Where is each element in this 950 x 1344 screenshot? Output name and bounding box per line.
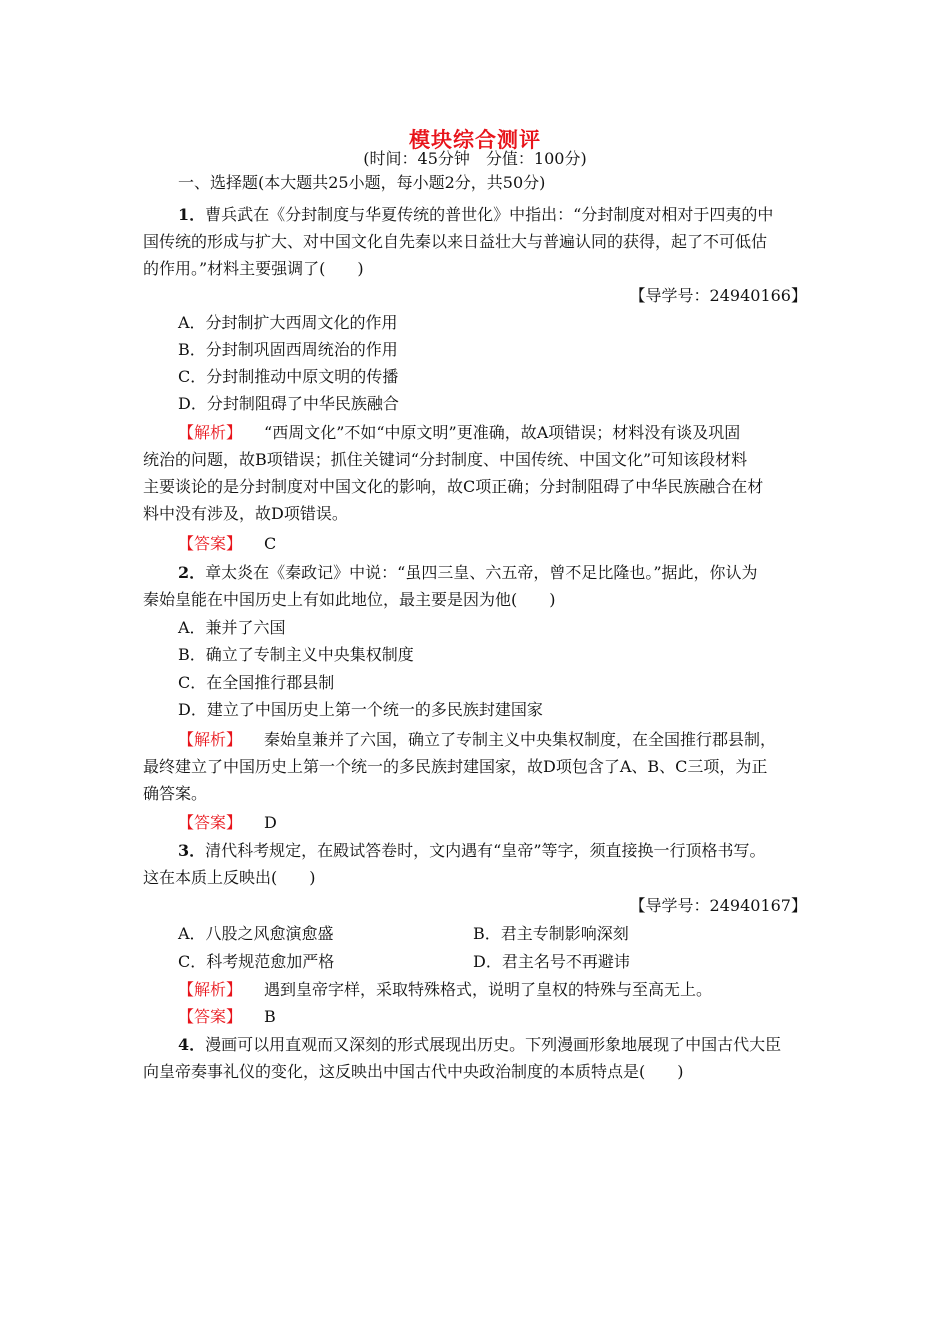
analysis-tag: 【解析】 <box>178 980 243 999</box>
page-title: 模块综合测评 <box>409 128 541 152</box>
q1-analysis-line-2: 统治的问题，故B项错误；抓住关键词“分封制度、中国传统、中国文化”可知该段材料 <box>143 450 748 469</box>
analysis-tag: 【解析】 <box>178 730 243 749</box>
q2-analysis-line-2: 最终建立了中国历史上第一个统一的多民族封建国家，故D项包含了A、B、C三项，为正 <box>143 757 768 776</box>
q2-analysis-line-1: 【解析】 秦始皇兼并了六国，确立了专制主义中央集权制度，在全国推行郡县制， <box>178 730 777 749</box>
q2-option-b: B．确立了专制主义中央集权制度 <box>178 645 414 664</box>
q3-option-d: D．君主名号不再避讳 <box>473 952 630 971</box>
q3-stem-line-1: 3．清代科考规定，在殿试答卷时，文内遇有“皇帝”等字，须直接换一行顶格书写。 <box>178 841 766 860</box>
q2-analysis-line-3: 确答案。 <box>143 784 208 803</box>
q2-stem-line-1: 2．章太炎在《秦政记》中说：“虽四三皇、六五帝，曾不足比隆也。”据此，你认为 <box>178 563 758 582</box>
q4-stem-line-2: 向皇帝奏事礼仪的变化，这反映出中国古代中央政治制度的本质特点是( ) <box>143 1062 684 1081</box>
q3-answer-value: B <box>264 1007 276 1026</box>
q1-option-d: D．分封制阻碍了中华民族融合 <box>178 394 399 413</box>
q3-option-a: A．八股之风愈演愈盛 <box>178 924 334 943</box>
q1-option-a: A．分封制扩大西周文化的作用 <box>178 313 398 332</box>
q1-analysis-line-4: 料中没有涉及，故D项错误。 <box>143 504 348 523</box>
q1-analysis-line-3: 主要谈论的是分封制度对中国文化的影响，故C项正确；分封制阻碍了中华民族融合在材 <box>143 477 764 496</box>
q3-answer <box>178 1006 276 1028</box>
answer-tag: 【答案】 <box>178 813 243 832</box>
q2-option-d: D．建立了中国历史上第一个统一的多民族封建国家 <box>178 700 543 719</box>
answer-tag: 【答案】 <box>178 1007 243 1026</box>
q3-number: 3． <box>178 841 206 860</box>
q1-answer <box>178 533 276 555</box>
q3-stem-line-2: 这在本质上反映出( ) <box>143 868 316 887</box>
q2-stem-line-2: 秦始皇能在中国历史上有如此地位，最主要是因为他( ) <box>143 590 556 609</box>
q2-answer <box>178 812 277 834</box>
q1-stem-line-3: 的作用。”材料主要强调了( ) <box>143 259 364 278</box>
q1-number: 1． <box>178 205 206 224</box>
q3-option-b: B．君主专制影响深刻 <box>473 924 629 943</box>
q1-stem-line-1: 1．曹兵武在《分封制度与华夏传统的普世化》中指出：“分封制度对相对于四夷的中 <box>178 205 774 224</box>
q2-option-a: A．兼并了六国 <box>178 618 286 637</box>
section-header: 一、选择题(本大题共25小题，每小题2分，共50分) <box>178 173 546 192</box>
q1-guide-number: 【导学号：24940166】 <box>629 286 807 305</box>
q3-guide-number: 【导学号：24940167】 <box>629 896 807 915</box>
q3-analysis-line-1: 【解析】 遇到皇帝字样，采取特殊格式，说明了皇权的特殊与至高无上。 <box>178 980 713 999</box>
q2-number: 2． <box>178 563 206 582</box>
q1-stem-line-2: 国传统的形成与扩大、对中国文化自先秦以来日益壮大与普遍认同的获得，起了不可低估 <box>143 232 768 251</box>
q1-option-c: C．分封制推动中原文明的传播 <box>178 367 399 386</box>
q4-stem-line-1: 4．漫画可以用直观而又深刻的形式展现出历史。下列漫画形象地展现了中国古代大臣 <box>178 1035 782 1054</box>
q2-answer-value: D <box>264 813 277 832</box>
q1-analysis-line-1: 【解析】 “西周文化”不如“中原文明”更准确，故A项错误；材料没有谈及巩固 <box>178 423 741 442</box>
exam-subtitle: (时间：45分钟 分值：100分) <box>363 149 587 168</box>
q1-option-b: B．分封制巩固西周统治的作用 <box>178 340 398 359</box>
q3-option-c: C．科考规范愈加严格 <box>178 952 335 971</box>
analysis-tag: 【解析】 <box>178 423 243 442</box>
q2-option-c: C．在全国推行郡县制 <box>178 673 335 692</box>
q1-answer-value: C <box>264 534 277 553</box>
answer-tag: 【答案】 <box>178 534 243 553</box>
q4-number: 4． <box>178 1035 206 1054</box>
